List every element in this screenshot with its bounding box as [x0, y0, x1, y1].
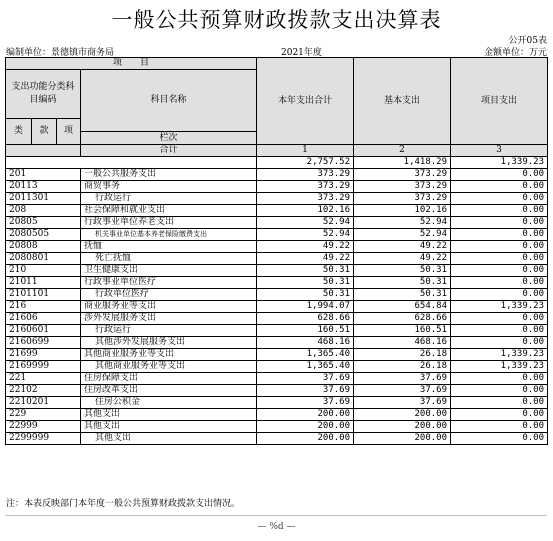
row-total: 160.51: [257, 325, 354, 337]
row-code: 20805: [6, 217, 81, 229]
row-basic: 160.51: [354, 325, 451, 337]
row-subject-name: 住房公积金: [81, 397, 257, 409]
row-basic: 49.22: [354, 253, 451, 265]
row-basic: 37.69: [354, 397, 451, 409]
project-sum: 1,339.23: [451, 157, 548, 169]
table-row: [6, 301, 548, 313]
row-basic: 200.00: [354, 409, 451, 421]
table-body: [6, 169, 548, 445]
row-subject-name: 其他商业服务业等支出: [81, 349, 257, 361]
row-project: 0.00: [451, 253, 548, 265]
row-subject-name: 行政事业单位养老支出: [81, 217, 257, 229]
form-code: 公开05表: [508, 36, 547, 46]
row-project: 0.00: [451, 169, 548, 181]
row-project: 0.00: [451, 409, 548, 421]
org-label: 编制单位：景德镇市商务局: [6, 48, 115, 58]
row-basic: 200.00: [354, 421, 451, 433]
row-code: 216: [6, 301, 81, 313]
header-subject-name: 科目名称: [81, 70, 257, 132]
row-code: 21606: [6, 313, 81, 325]
table-row: [6, 337, 548, 349]
subheader: [6, 45, 547, 57]
row-basic: 373.29: [354, 193, 451, 205]
row-subject-name: 商贸事务: [81, 181, 257, 193]
year-label: 2021年度: [281, 48, 322, 58]
row-subject-name: 其他支出: [81, 409, 257, 421]
row-project: 0.00: [451, 181, 548, 193]
table-row: [6, 385, 548, 397]
row-basic: 50.31: [354, 265, 451, 277]
row-subject-name: 住房保障支出: [81, 373, 257, 385]
row-total: 373.29: [257, 181, 354, 193]
row-project: 0.00: [451, 205, 548, 217]
row-subject-name: 行政单位医疗: [81, 289, 257, 301]
row-basic: 102.16: [354, 205, 451, 217]
row-basic: 37.69: [354, 373, 451, 385]
table-row: [6, 193, 548, 205]
row-code: 21699: [6, 349, 81, 361]
row-subject-name: 卫生健康支出: [81, 265, 257, 277]
row-subject-name: 行政运行: [81, 193, 257, 205]
header-lanci: 栏次: [81, 132, 257, 145]
table-row: [6, 205, 548, 217]
row-basic: 26.18: [354, 361, 451, 373]
header-basic: 基本支出: [354, 58, 451, 145]
row-total: 49.22: [257, 253, 354, 265]
row-project: 0.00: [451, 193, 548, 205]
table-row: [6, 241, 548, 253]
row-total: 373.29: [257, 193, 354, 205]
row-basic: 373.29: [354, 169, 451, 181]
row-subject-name: 住房改革支出: [81, 385, 257, 397]
row-code: 2169999: [6, 361, 81, 373]
header-func-code: 支出功能分类科目编码: [6, 70, 81, 119]
row-basic: 468.16: [354, 337, 451, 349]
spacer-cell: [6, 145, 81, 157]
row-code: 20808: [6, 241, 81, 253]
table-row: [6, 217, 548, 229]
table-row: [6, 409, 548, 421]
table-row: [6, 421, 548, 433]
row-project: 0.00: [451, 241, 548, 253]
row-subject-name: 死亡抚恤: [81, 253, 257, 265]
row-total: 1,365.40: [257, 349, 354, 361]
row-code: 208: [6, 205, 81, 217]
row-total: 37.69: [257, 397, 354, 409]
row-project: 0.00: [451, 265, 548, 277]
row-code: 2101101: [6, 289, 81, 301]
table-row: [6, 361, 548, 373]
row-total: 102.16: [257, 205, 354, 217]
row-total: 52.94: [257, 229, 354, 241]
row-project: 0.00: [451, 289, 548, 301]
row-total: 468.16: [257, 337, 354, 349]
row-code: 201: [6, 169, 81, 181]
row-total: 628.66: [257, 313, 354, 325]
header-lei: 类: [6, 119, 32, 145]
header-kuan: 款: [32, 119, 57, 145]
row-basic: 26.18: [354, 349, 451, 361]
row-basic: 50.31: [354, 289, 451, 301]
table-row: [6, 373, 548, 385]
header-xiang: 项: [57, 119, 81, 145]
row-basic: 373.29: [354, 181, 451, 193]
row-project: 0.00: [451, 397, 548, 409]
row-subject-name: 其他支出: [81, 433, 257, 445]
row-code: 22999: [6, 421, 81, 433]
header-total: 本年支出合计: [257, 58, 354, 145]
row-subject-name: 行政运行: [81, 325, 257, 337]
table-row: [6, 433, 548, 445]
row-total: 200.00: [257, 433, 354, 445]
row-total: 50.31: [257, 265, 354, 277]
row-code: 20113: [6, 181, 81, 193]
heji-label: 合计: [81, 145, 257, 157]
table-row: [6, 277, 548, 289]
row-basic: 200.00: [354, 433, 451, 445]
row-code: 221: [6, 373, 81, 385]
amount-unit: 金额单位：万元: [483, 48, 547, 58]
table-note: 注：本表反映部门本年度一般公共预算财政拨款支出情况。: [6, 499, 241, 509]
row-code: 210: [6, 265, 81, 277]
row-total: 52.94: [257, 217, 354, 229]
row-code: 2299999: [6, 433, 81, 445]
row-project: 0.00: [451, 337, 548, 349]
expenditure-table: [5, 57, 548, 467]
table-row: [6, 313, 548, 325]
row-subject-name: 其他商业服务业等支出: [81, 361, 257, 373]
row-basic: 52.94: [354, 229, 451, 241]
row-project: 1,339.23: [451, 361, 548, 373]
col-index-2: 2: [354, 145, 451, 157]
row-total: 200.00: [257, 409, 354, 421]
row-total: 50.31: [257, 289, 354, 301]
row-code: 2160699: [6, 337, 81, 349]
row-code: 22102: [6, 385, 81, 397]
row-total: 50.31: [257, 277, 354, 289]
row-total: 37.69: [257, 373, 354, 385]
row-total: 1,365.40: [257, 361, 354, 373]
row-project: 0.00: [451, 385, 548, 397]
table-row: [6, 181, 548, 193]
row-subject-name: 其他支出: [81, 421, 257, 433]
row-subject-name: 抚恤: [81, 241, 257, 253]
footer-divider: [5, 515, 547, 516]
basic-sum: 1,418.29: [354, 157, 451, 169]
header-item: 项 目: [6, 58, 257, 70]
col-index-3: 3: [451, 145, 548, 157]
row-project: 0.00: [451, 373, 548, 385]
row-code: 2160601: [6, 325, 81, 337]
row-total: 1,994.07: [257, 301, 354, 313]
row-basic: 37.69: [354, 385, 451, 397]
row-code: 2080505: [6, 229, 81, 241]
table-row: [6, 325, 548, 337]
row-subject-name: 其他涉外发展服务支出: [81, 337, 257, 349]
row-subject-name: 涉外发展服务支出: [81, 313, 257, 325]
row-code: 229: [6, 409, 81, 421]
row-project: 0.00: [451, 433, 548, 445]
row-code: 2210201: [6, 397, 81, 409]
row-subject-name: 社会保障和就业支出: [81, 205, 257, 217]
row-subject-name: 一般公共服务支出: [81, 169, 257, 181]
row-subject-name: 商业服务业等支出: [81, 301, 257, 313]
page-number: — %d —: [257, 522, 296, 532]
table-row: [6, 265, 548, 277]
total-sum: 2,757.52: [257, 157, 354, 169]
table-row: [6, 397, 548, 409]
row-basic: 628.66: [354, 313, 451, 325]
row-total: 373.29: [257, 169, 354, 181]
table-row: [6, 169, 548, 181]
header-project: 项目支出: [451, 58, 548, 145]
row-project: 0.00: [451, 313, 548, 325]
row-total: 49.22: [257, 241, 354, 253]
footer-spacer: [6, 445, 548, 468]
table-row: [6, 253, 548, 265]
row-total: 37.69: [257, 385, 354, 397]
row-project: 1,339.23: [451, 349, 548, 361]
row-project: 0.00: [451, 217, 548, 229]
totals-spacer: [6, 157, 257, 169]
table-row: [6, 289, 548, 301]
row-total: 200.00: [257, 421, 354, 433]
page-title: 一般公共预算财政拨款支出决算表: [111, 8, 442, 32]
row-basic: 49.22: [354, 241, 451, 253]
col-index-1: 1: [257, 145, 354, 157]
row-basic: 654.84: [354, 301, 451, 313]
row-project: 1,339.23: [451, 301, 548, 313]
row-basic: 50.31: [354, 277, 451, 289]
row-project: 0.00: [451, 325, 548, 337]
row-subject-name: 行政事业单位医疗: [81, 277, 257, 289]
row-project: 0.00: [451, 229, 548, 241]
row-subject-name: 机关事业单位基本养老保险缴费支出: [81, 229, 257, 241]
row-basic: 52.94: [354, 217, 451, 229]
row-code: 21011: [6, 277, 81, 289]
row-code: 2011301: [6, 193, 81, 205]
row-code: 2080801: [6, 253, 81, 265]
row-project: 0.00: [451, 277, 548, 289]
row-project: 0.00: [451, 421, 548, 433]
table-row: [6, 349, 548, 361]
table-row: [6, 229, 548, 241]
